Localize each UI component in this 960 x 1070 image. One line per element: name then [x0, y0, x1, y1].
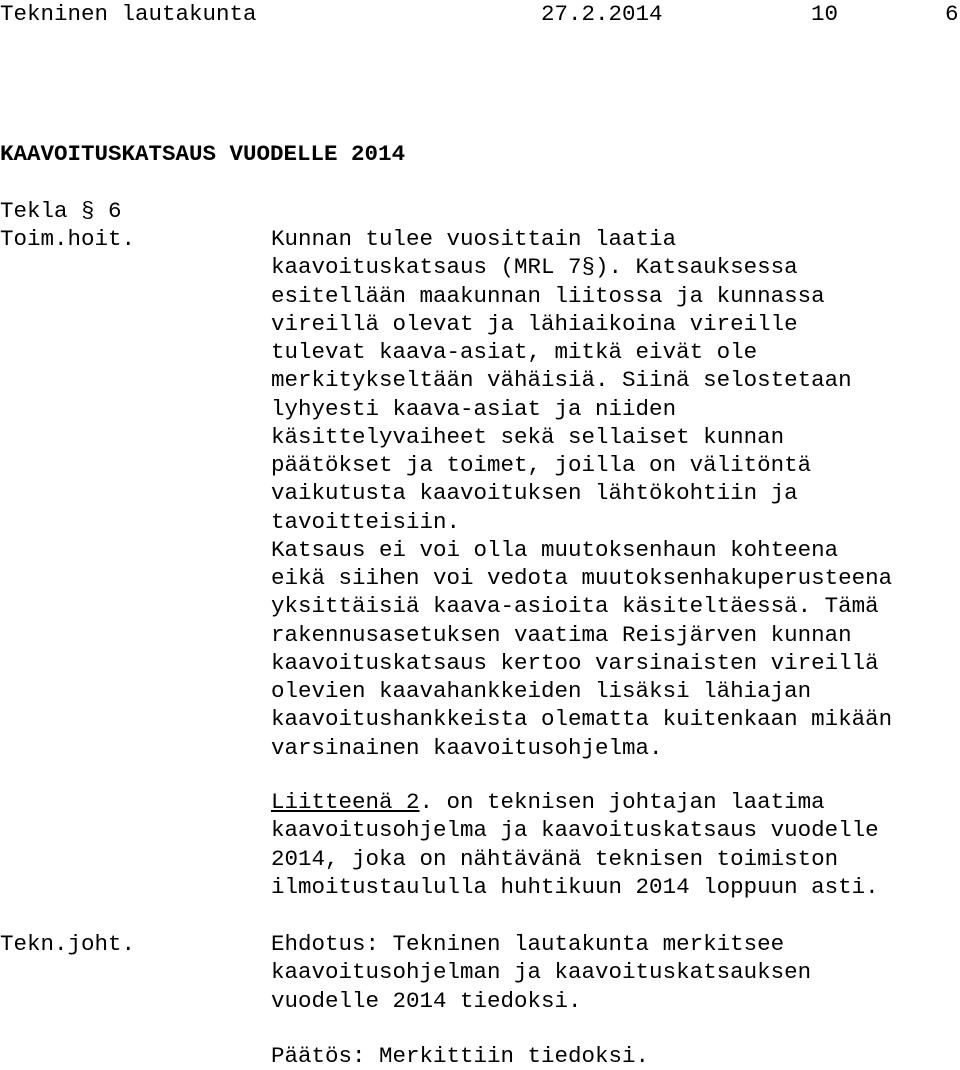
attachment-link[interactable]: Liitteenä 2: [271, 789, 420, 815]
document-heading: KAAVOITUSKATSAUS VUODELLE 2014: [0, 141, 406, 167]
header-committee: Tekninen lautakunta: [0, 1, 257, 27]
main-paragraph-line: eikä siihen voi vedota muutoksenhakuperusteena: [271, 565, 893, 591]
attachment-paragraph-first-line: [271, 788, 879, 816]
main-paragraph-line: tulevat kaava-asiat, mitkä eivät ole: [271, 339, 758, 365]
main-paragraph-line: rakennusasetuksen vaatima Reisjärven kunnan: [271, 621, 852, 648]
main-paragraph-line: päätökset ja toimet, joilla on välitöntä: [271, 452, 812, 478]
toim-hoit-label: Toim.hoit.: [0, 226, 136, 252]
header-date: 27.2.2014: [541, 1, 663, 27]
main-paragraph-line: Katsaus ei voi olla muutoksenhaun kohteena: [271, 536, 839, 563]
main-paragraph-line: yksittäisiä kaava-asioita käsiteltäessä. Tämä: [271, 593, 879, 620]
main-paragraph-line: kaavoituskatsaus (MRL 7§). Katsauksessa: [271, 254, 798, 281]
main-paragraph-line: olevien kaavahankkeiden lisäksi lähiajan: [271, 678, 812, 704]
main-paragraph-line: vireillä olevat ja lähiaikoina vireille: [271, 310, 798, 337]
tekla-section-ref: Tekla § 6: [0, 198, 122, 224]
header-page-number: 10: [811, 1, 839, 27]
tekn-joht-label: Tekn.joht.: [0, 931, 136, 957]
attachment-paragraph-line: ilmoitustaululla huhtikuun 2014 loppuun asti.: [271, 873, 879, 900]
main-paragraph-line: tavoitteisiin.: [271, 508, 461, 535]
main-paragraph: [271, 225, 892, 762]
main-paragraph-line: kaavoitushankkeista olematta kuitenkaan mikään: [271, 706, 893, 733]
proposal-line: vuodelle 2014 tiedoksi.: [271, 987, 582, 1014]
main-paragraph-line: Kunnan tulee vuosittain laatia: [271, 226, 677, 252]
main-paragraph-line: lyhyesti kaava-asiat ja niiden: [271, 395, 677, 422]
main-paragraph-line: merkitykseltään vähäisiä. Siinä selostetaan: [271, 367, 852, 394]
attachment-paragraph-line: kaavoitusohjelma ja kaavoituskatsaus vuodelle: [271, 817, 879, 844]
proposal-line: kaavoitusohjelman ja kaavoituskatsauksen: [271, 959, 812, 986]
attachment-first-line-rest: . on teknisen johtajan laatima: [419, 789, 825, 815]
main-paragraph-line: esitellään maakunnan liitossa ja kunnassa: [271, 282, 825, 309]
main-paragraph-line: vaikutusta kaavoituksen lähtökohtiin ja: [271, 480, 798, 507]
attachment-paragraph: [271, 788, 879, 901]
main-paragraph-line: varsinainen kaavoitusohjelma.: [271, 734, 663, 761]
attachment-paragraph-line: 2014, joka on nähtävänä teknisen toimiston: [271, 845, 839, 872]
proposal-line: Ehdotus: Tekninen lautakunta merkitsee: [271, 931, 785, 957]
main-paragraph-line: käsittelyvaiheet sekä sellaiset kunnan: [271, 423, 785, 450]
decision-text: Päätös: Merkittiin tiedoksi.: [271, 1043, 650, 1069]
proposal-paragraph: [271, 930, 811, 1015]
main-paragraph-line: kaavoituskatsaus kertoo varsinaisten vireillä: [271, 649, 879, 676]
header-section-number: 6: [945, 1, 959, 27]
